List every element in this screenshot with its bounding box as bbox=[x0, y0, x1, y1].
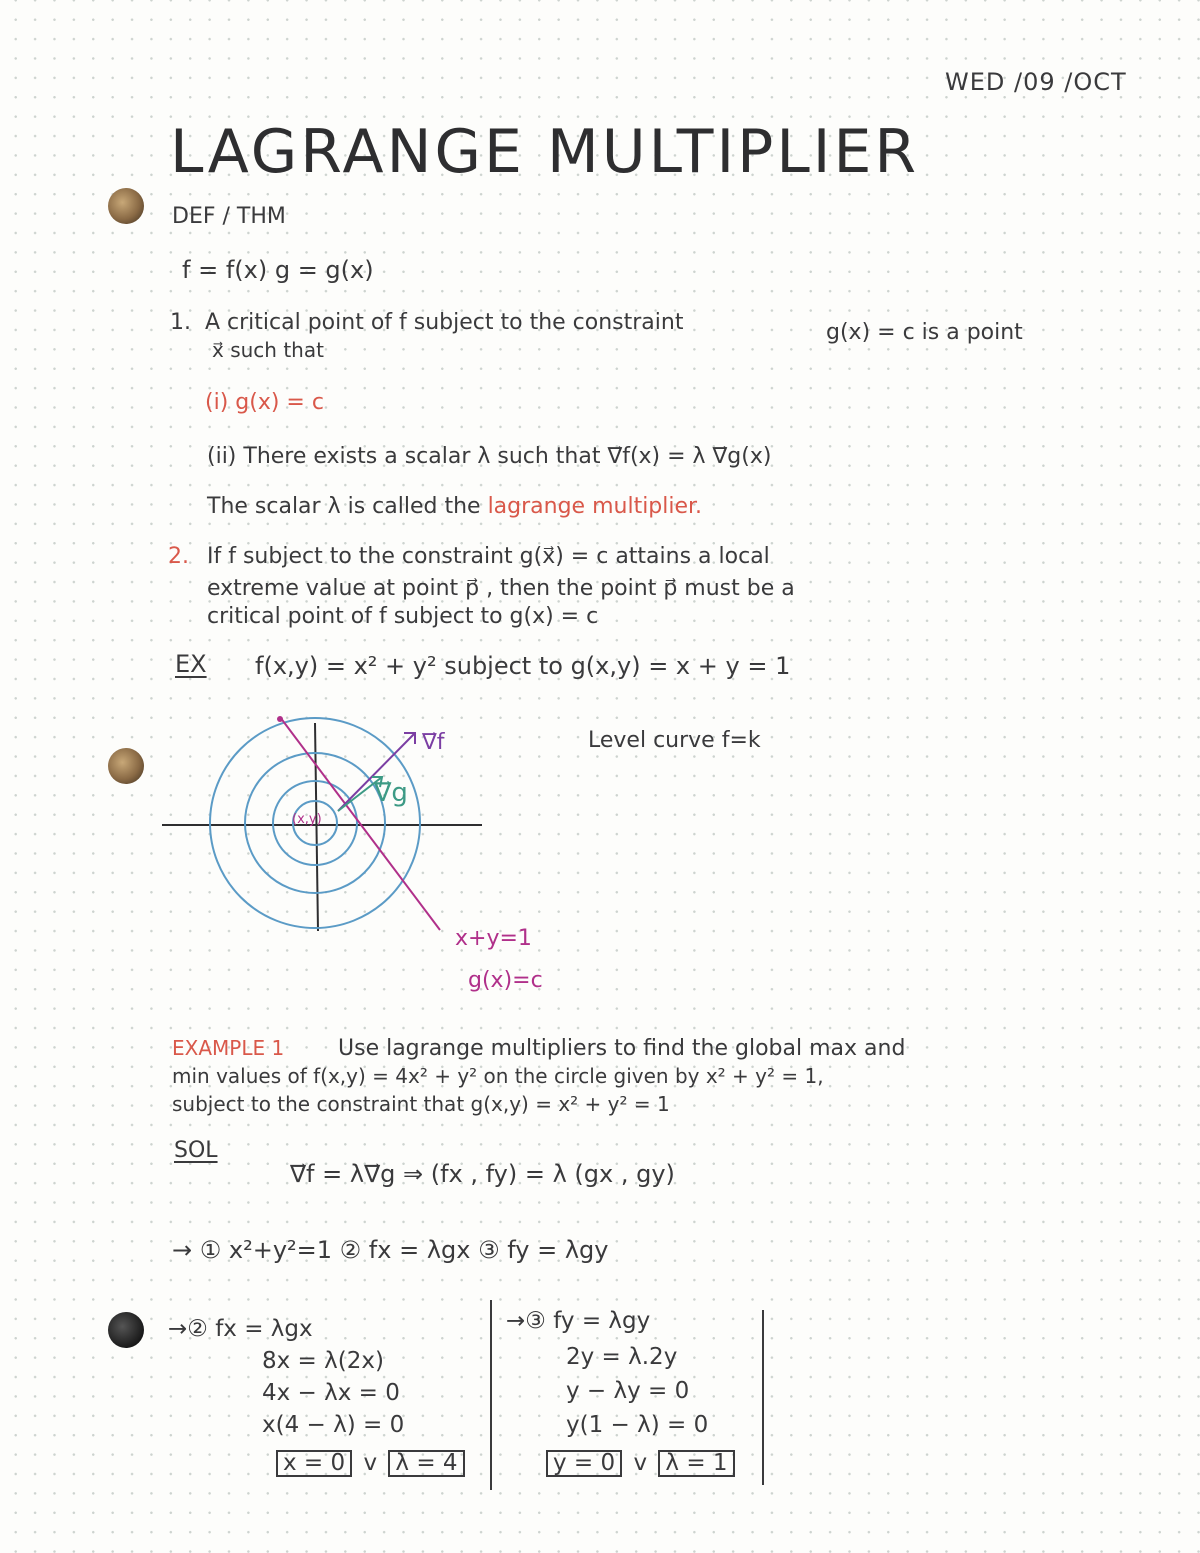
solution-label: SOL bbox=[174, 1138, 218, 1163]
constraint-line-end bbox=[277, 716, 283, 722]
left-work-line: 4x − λx = 0 bbox=[262, 1380, 400, 1406]
item1-text: A critical point of f subject to the constraint bbox=[205, 310, 684, 335]
system-equations: → ① x²+y²=1 ② fx = λgx ③ fy = λgy bbox=[172, 1236, 609, 1264]
item2-line2: extreme value at point p⃗ , then the point p⃗ must be a bbox=[207, 576, 795, 601]
left-work-heading: →② fx = λgx bbox=[168, 1316, 313, 1342]
scalar-prefix: The scalar λ is called the bbox=[207, 494, 481, 519]
left-work-line: 8x = λ(2x) bbox=[262, 1348, 384, 1374]
example-label: EX bbox=[175, 650, 207, 678]
binder-hole-top bbox=[108, 188, 144, 224]
item1-number: 1. bbox=[170, 310, 191, 335]
column-divider-left bbox=[490, 1300, 492, 1490]
boxed-lambda-4: λ = 4 bbox=[388, 1450, 464, 1477]
y-axis bbox=[315, 723, 318, 931]
boxed-lambda-1: λ = 1 bbox=[658, 1450, 734, 1477]
def-heading: DEF / THM bbox=[172, 204, 286, 229]
scalar-sentence bbox=[207, 496, 702, 518]
gradient-equation: ∇⃗f = λ∇⃗g ⇒ (fx , fy) = λ (gx , gy) bbox=[290, 1160, 675, 1188]
or-symbol: v bbox=[633, 1450, 648, 1476]
item1-text-cont: x⃗ such that bbox=[212, 338, 324, 362]
right-work-heading: →③ fy = λgy bbox=[506, 1308, 651, 1334]
item2-number: 2. bbox=[168, 544, 189, 569]
right-result bbox=[542, 1450, 739, 1477]
level-curve-label: Level curve f=k bbox=[588, 728, 761, 753]
example1-line3: subject to the constraint that g(x,y) = x² + y² = 1 bbox=[172, 1092, 670, 1116]
left-result bbox=[272, 1450, 469, 1477]
date-label: WED /09 /OCT bbox=[945, 68, 1127, 96]
binder-hole-bottom bbox=[108, 1312, 144, 1348]
item1-text-end: g(x) = c is a point bbox=[826, 320, 1023, 345]
item2-line1: If f subject to the constraint g(x⃗) = c attains a local bbox=[207, 544, 770, 569]
lagrange-multiplier-term: lagrange multiplier. bbox=[487, 494, 703, 519]
right-work-line: y − λy = 0 bbox=[566, 1378, 690, 1404]
or-symbol: v bbox=[363, 1450, 378, 1476]
condition-ii: (ii) There exists a scalar λ such that ∇⃗f(x) = λ ∇⃗g(x) bbox=[207, 444, 772, 469]
f-g-definition: f = f(x) g = g(x) bbox=[182, 256, 374, 284]
left-work-line: x(4 − λ) = 0 bbox=[262, 1412, 405, 1438]
column-divider-right bbox=[762, 1310, 764, 1485]
example-statement: f(x,y) = x² + y² subject to g(x,y) = x + y = 1 bbox=[255, 652, 791, 680]
binder-hole-middle bbox=[108, 748, 144, 784]
level-curve-graph bbox=[160, 705, 580, 1005]
item2-line3: critical point of f subject to g(x) = c bbox=[207, 604, 599, 629]
point-label: (x,y) bbox=[292, 812, 322, 827]
line-label: x+y=1 bbox=[455, 926, 532, 951]
grad-g-label: ∇⃗g bbox=[374, 778, 408, 808]
condition-i: (i) g(x) = c bbox=[205, 390, 324, 415]
example1-line1: Use lagrange multipliers to find the global max and bbox=[338, 1036, 906, 1061]
example1-line2: min values of f(x,y) = 4x² + y² on the circle given by x² + y² = 1, bbox=[172, 1064, 824, 1088]
page-title: LAGRANGE MULTIPLIER bbox=[170, 117, 920, 187]
constraint-label: g(x)=c bbox=[468, 968, 543, 993]
right-work-line: 2y = λ.2y bbox=[566, 1344, 678, 1370]
right-work-line: y(1 − λ) = 0 bbox=[566, 1412, 709, 1438]
boxed-x-zero: x = 0 bbox=[276, 1450, 352, 1477]
example1-label: EXAMPLE 1 bbox=[172, 1036, 285, 1060]
boxed-y-zero: y = 0 bbox=[546, 1450, 622, 1477]
grad-f-label: ∇⃗f bbox=[422, 730, 445, 755]
